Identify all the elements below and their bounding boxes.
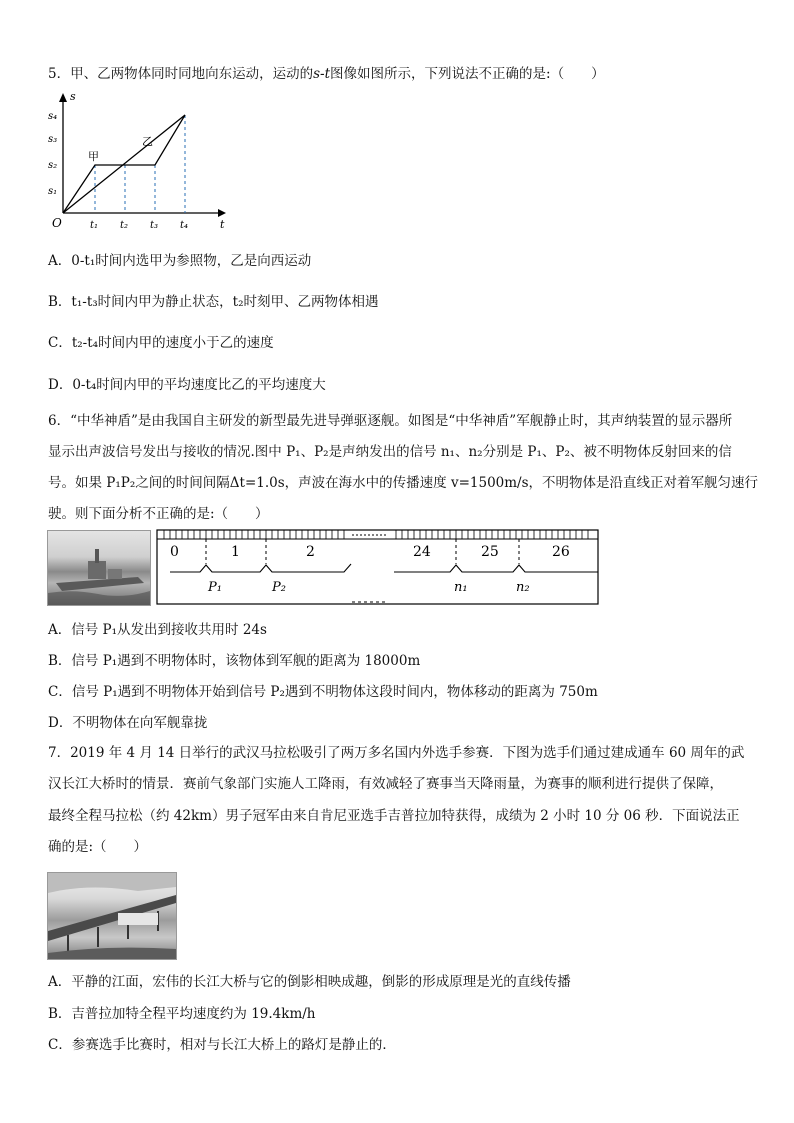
signal-p1: P₁ [208, 580, 222, 595]
q5-option-d[interactable]: D．0-t₄时间内甲的平均速度比乙的平均速度大 [48, 377, 326, 393]
q7-option-c[interactable]: C．参赛选手比赛时，相对与长江大桥上的路灯是静止的． [48, 1037, 396, 1053]
q6-stem-line1: 6．“中华神盾”是由我国自主研发的新型最先进导弹驱逐舰。如图是“中华神盾”军舰静止时，其声纳装置的显示器所 [48, 413, 733, 429]
origin-label: O [52, 216, 62, 230]
q7-option-a[interactable]: A．平静的江面，宏伟的长江大桥与它的倒影相映成趣，倒影的形成原理是光的直线传播 [48, 974, 571, 990]
signal-n2: n₂ [516, 580, 530, 595]
q7-stem-line2: 汉长江大桥时的情景．赛前气象部门实施人工降雨，有效减轻了赛事当天降雨量，为赛事的顺利进行提供了保障， [48, 776, 723, 792]
q6-stem-line4: 驶。则下面分析不正确的是:（ ） [48, 506, 269, 522]
q6-stem-line3: 号。如果 P₁P₂之间的时间间隔Δt=1.0s，声波在海水中的传播速度 v=1500m/s，不明物体是沿直线正对着军舰匀速行 [48, 475, 759, 491]
y-tick-s3: s₃ [48, 134, 58, 145]
y-axis-label: s [70, 90, 76, 103]
scale-24: 24 [413, 544, 431, 560]
q7-stem-line1: 7．2019 年 4 月 14 日举行的武汉马拉松吸引了两万多名国内外选手参赛．下图为选手们通过建成通车 60 周年的武 [48, 745, 745, 761]
scale-0: 0 [170, 544, 179, 560]
scale-2: 2 [306, 544, 315, 560]
signal-n1: n₁ [454, 580, 468, 595]
q7-stem-line3: 最终全程马拉松（约 42km）男子冠军由来自肯尼亚选手吉普拉加特获得，成绩为 2 小时 10 分 06 秒．下面说法正 [48, 808, 740, 824]
y-tick-s4: s₄ [48, 111, 58, 122]
signal-p2: P₂ [272, 580, 286, 595]
line-yi [63, 115, 185, 213]
warship-photo [47, 530, 151, 606]
q6-option-b[interactable]: B．信号 P₁遇到不明物体时，该物体到军舰的距离为 18000m [48, 653, 421, 669]
bridge-photo [47, 872, 177, 960]
q6-option-c[interactable]: C．信号 P₁遇到不明物体开始到信号 P₂遇到不明物体这段时间内，物体移动的距离为 750m [48, 684, 598, 700]
q5-stem: 5．甲、乙两物体同时同地向东运动，运动的s-t图像如图所示，下列说法不正确的是:（ ） [48, 66, 605, 82]
q7-stem-line4: 确的是:（ ） [48, 839, 148, 855]
x-axis-label: t [220, 218, 225, 231]
q5-st-graph [40, 88, 230, 233]
scale-25: 25 [481, 544, 499, 560]
q6-stem-line2: 显示出声波信号发出与接收的情况.图中 P₁、P₂是声纳发出的信号 n₁、n₂分别是 P₁、P₂、被不明物体反射回来的信 [48, 444, 732, 460]
x-tick-t2: t₂ [120, 220, 129, 231]
q5-option-a[interactable]: A．0-t₁时间内选甲为参照物，乙是向西运动 [48, 253, 312, 269]
q5-st-label: s-t [313, 66, 331, 82]
x-tick-t4: t₄ [180, 220, 189, 231]
scale-26: 26 [552, 544, 570, 560]
scale-1: 1 [231, 544, 240, 560]
y-tick-s1: s₁ [48, 186, 58, 197]
q6-option-d[interactable]: D．不明物体在向军舰靠拢 [48, 715, 208, 731]
label-jia: 甲 [88, 150, 99, 163]
q6-option-a[interactable]: A．信号 P₁从发出到接收共用时 24s [48, 622, 267, 638]
label-yi: 乙 [142, 135, 153, 148]
x-tick-t1: t₁ [90, 220, 99, 231]
y-tick-s2: s₂ [48, 160, 58, 171]
q5-option-c[interactable]: C．t₂-t₄时间内甲的速度小于乙的速度 [48, 335, 274, 351]
q5-option-b[interactable]: B．t₁-t₃时间内甲为静止状态，t₂时刻甲、乙两物体相遇 [48, 294, 379, 310]
sonar-display [156, 528, 600, 606]
q7-option-b[interactable]: B．吉普拉加特全程平均速度约为 19.4km/h [48, 1006, 316, 1022]
x-tick-t3: t₃ [150, 220, 159, 231]
